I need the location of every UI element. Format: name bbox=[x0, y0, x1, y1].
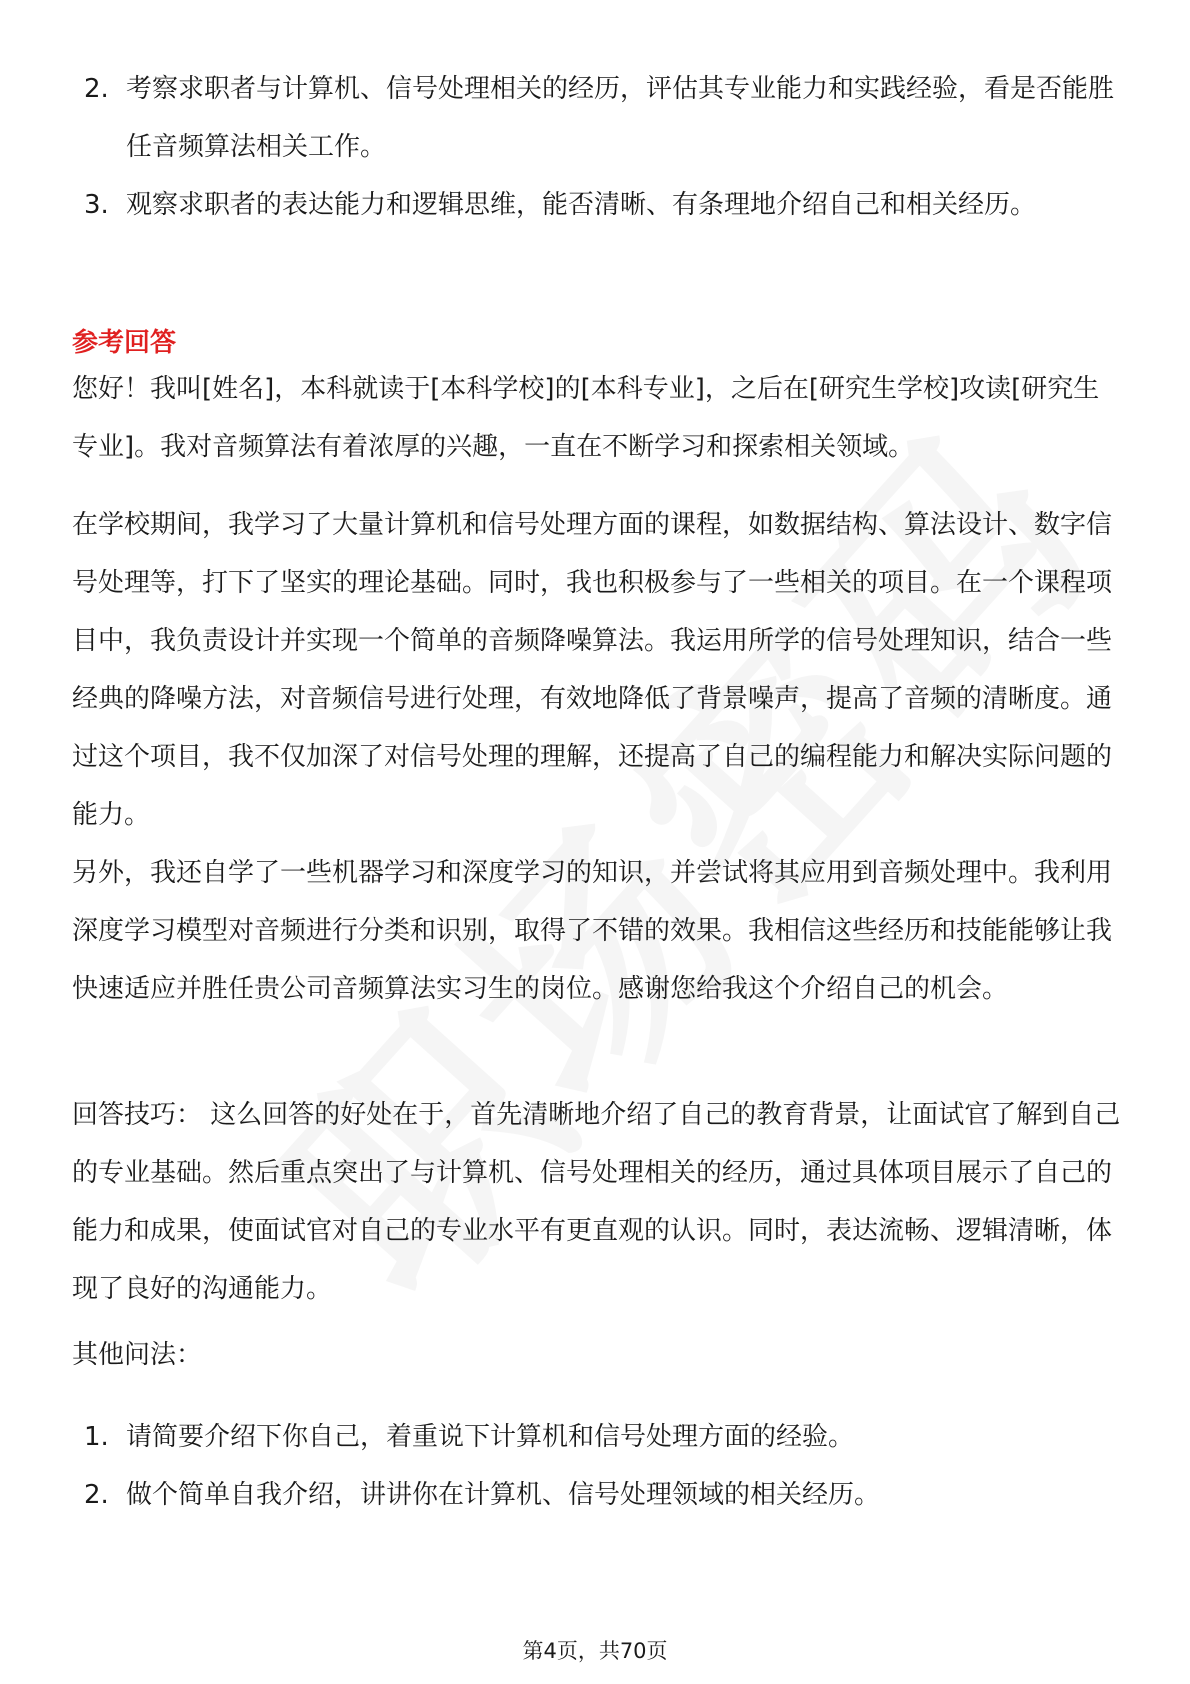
answer-tips-paragraph: 回答技巧： 这么回答的好处在于，首先清晰地介绍了自己的教育背景，让面试官了解到自己的专业基础。然后重点突出了与计算机、信号处理相关的经历，通过具体项目展示了自己的能力和成果，使面试官对自己的专业水平有更直观的认识。同时，表达流畅、逻辑清晰，体现了良好的沟通能力。 bbox=[72, 1100, 1121, 1304]
section-heading: 参考回答 bbox=[72, 328, 177, 358]
list-item-text: 请简要介绍下你自己，着重说下计算机和信号处理方面的经验。 bbox=[126, 1422, 855, 1452]
page-footer: 第4页，共70页 bbox=[522, 1639, 668, 1663]
list-item-number: 1. bbox=[84, 1422, 109, 1452]
list-item-text: 观察求职者的表达能力和逻辑思维，能否清晰、有条理地介绍自己和相关经历。 bbox=[126, 190, 1037, 220]
list-item-text: 考察求职者与计算机、信号处理相关的经历，评估其专业能力和实践经验，看是否能胜任音频算法相关工作。 bbox=[126, 74, 1115, 162]
bottom-numbered-list bbox=[72, 1408, 1122, 1524]
other-questions-label: 其他问法： bbox=[72, 1340, 203, 1370]
list-item bbox=[72, 60, 1122, 176]
list-item-number: 2. bbox=[84, 74, 109, 104]
list-item-number: 2. bbox=[84, 1480, 109, 1510]
list-item bbox=[72, 1466, 1122, 1524]
top-numbered-list bbox=[72, 60, 1122, 234]
answer-paragraph-school: 在学校期间，我学习了大量计算机和信号处理方面的课程，如数据结构、算法设计、数字信号处理等，打下了坚实的理论基础。同时，我也积极参与了一些相关的项目。在一个课程项目中，我负责设计并实现一个简单的音频降噪算法。我运用所学的信号处理知识，结合一些经典的降噪方法，对音频信号进行处理，有效地降低了背景噪声，提高了音频的清晰度。通过这个项目，我不仅加深了对信号处理的理解，还提高了自己的编程能力和解决实际问题的能力。 bbox=[72, 510, 1113, 830]
list-item-text: 做个简单自我介绍，讲讲你在计算机、信号处理领域的相关经历。 bbox=[126, 1480, 881, 1510]
list-item bbox=[72, 1408, 1122, 1466]
answer-paragraph-intro: 您好！我叫[姓名]，本科就读于[本科学校]的[本科专业]，之后在[研究生学校]攻读[研究生专业]。我对音频算法有着浓厚的兴趣，一直在不断学习和探索相关领域。 bbox=[72, 374, 1100, 462]
list-item bbox=[72, 176, 1122, 234]
answer-paragraph-self-study: 另外，我还自学了一些机器学习和深度学习的知识，并尝试将其应用到音频处理中。我利用深度学习模型对音频进行分类和识别，取得了不错的效果。我相信这些经历和技能能够让我快速适应并胜任贵公司音频算法实习生的岗位。感谢您给我这个介绍自己的机会。 bbox=[72, 858, 1113, 1004]
list-item-number: 3. bbox=[84, 190, 109, 220]
